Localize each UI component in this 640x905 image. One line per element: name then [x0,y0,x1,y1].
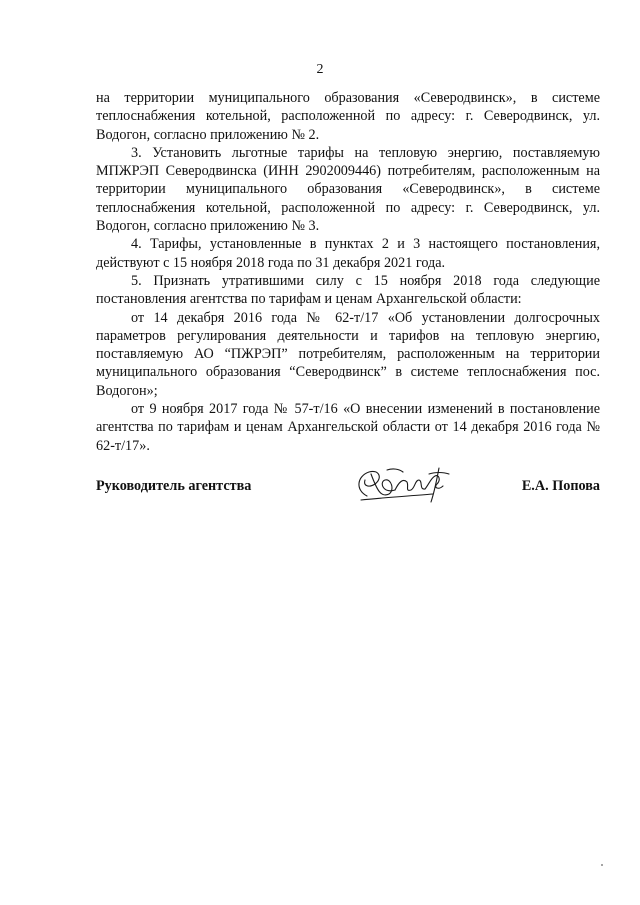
paragraph-item-4: 4. Тарифы, установленные в пунктах 2 и 3 настоящего постановления, действуют с 15 ноября 2018 года по 31 декабря 2021 года. [96,236,600,271]
signatory-title: Руководитель агентства [96,478,252,494]
document-body [96,89,600,455]
paragraph-item-3: 3. Установить льготные тарифы на тепловую энергию, поставляемую МПЖРЭП Северодвинска (ИНН 2902009446) потребителям, расположенным на территории муниципального образования «Северодвинск», в системе теплоснабжения котельной, расположенной по адресу: г. Северодвинск, ул. Водогон, согласно приложению № 3. [96,144,600,235]
signature-block [96,478,600,508]
page-number: 2 [316,62,324,77]
signatory-name: Е.А. Попова [521,478,600,494]
paragraph-item-5: 5. Признать утратившими силу с 15 ноября 2018 года следующие постановления агентства по тарифам и ценам Архангельской области: [96,272,600,308]
handwritten-signature [349,460,459,510]
repealed-resolution-1: от 14 декабря 2016 года № 62-т/17 «Об установлении долгосрочных параметров регулирования деятельности и тарифов на тепловую энергию, поставляемую АО “ПЖРЭП” потребителям, расположенным на территории муниципального образования “Северодвинск” в системе теплоснабжения пос. Водогон»; [96,309,600,399]
repealed-resolution-2: от 9 ноября 2017 года № 57-т/16 «О внесении изменений в постановление агентства по тарифам и ценам Архангельской области от 14 декабря 2016 года № 62-т/17». [96,401,600,454]
scan-speck [601,864,603,866]
paragraph-continuation: на территории муниципального образования «Северодвинск», в системе теплоснабжения котельной, расположенной по адресу: г. Северодвинск, ул. Водогон, согласно приложению № 2. [96,90,600,143]
